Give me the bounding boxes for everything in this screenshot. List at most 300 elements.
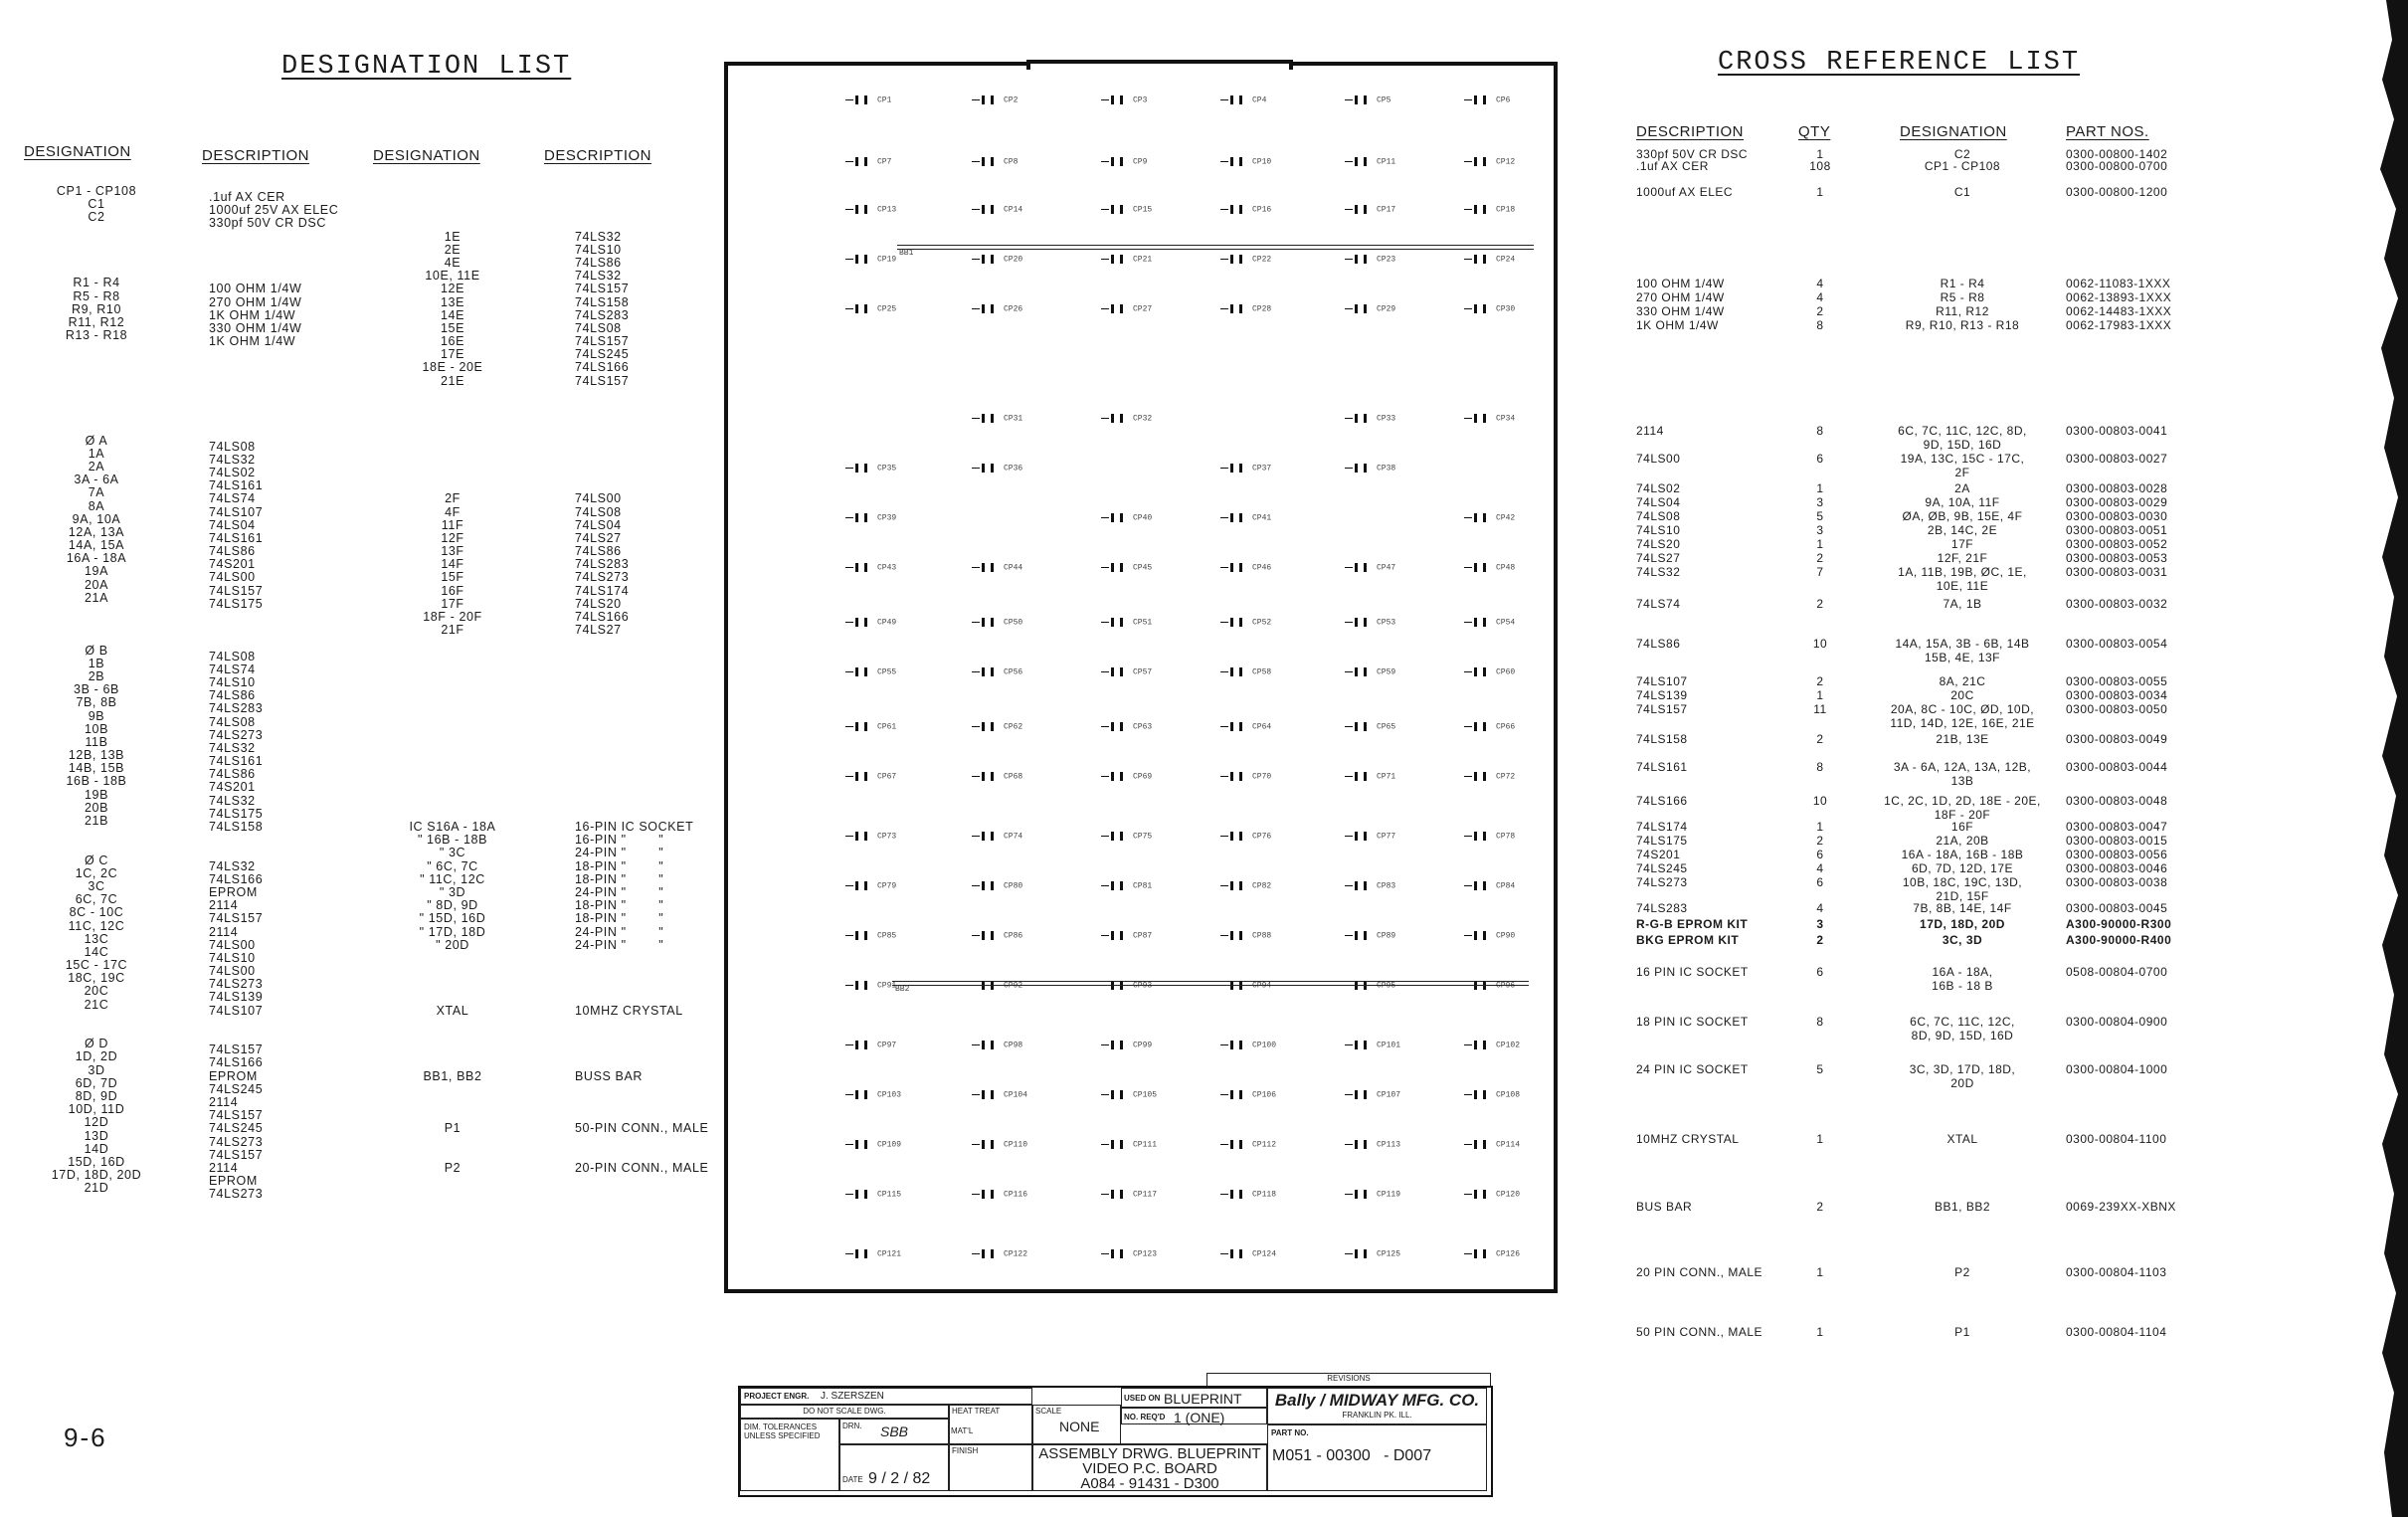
xref-qty: 8 bbox=[1816, 1015, 1824, 1029]
chip-position-mark: CP64 bbox=[1220, 722, 1271, 732]
chip-position-mark: CP114 bbox=[1464, 1140, 1520, 1150]
xref-qty: 2 bbox=[1816, 674, 1824, 688]
chip-position-mark: CP54 bbox=[1464, 618, 1515, 628]
description-entry: 74LS74 bbox=[209, 491, 256, 506]
chip-position-mark: CP125 bbox=[1345, 1249, 1400, 1259]
chip-position-mark: CP73 bbox=[845, 832, 896, 842]
chip-position-mark: CP19 bbox=[845, 255, 896, 265]
description-entry: 74LS157 bbox=[209, 1108, 264, 1123]
designation-entry bbox=[378, 781, 527, 794]
xref-part-no: 0062-13893-1XXX bbox=[2066, 290, 2172, 304]
chip-position-mark: CP93 bbox=[1101, 981, 1152, 991]
chip-position-mark: CP62 bbox=[972, 722, 1022, 732]
designation-entry bbox=[22, 605, 171, 618]
designation-entry bbox=[378, 768, 527, 781]
xref-part-no: 0300-00803-0015 bbox=[2066, 834, 2168, 848]
chip-position-mark: CP3 bbox=[1101, 95, 1147, 105]
description-entry: 74LS04 bbox=[209, 517, 256, 532]
description-entry bbox=[575, 1096, 714, 1109]
designation-entry: R9, R10 bbox=[71, 301, 122, 316]
chip-position-mark: CP122 bbox=[972, 1249, 1027, 1259]
description-entry: 74LS27 bbox=[575, 623, 622, 638]
description-entry: 74LS02 bbox=[209, 465, 256, 479]
xref-qty: 8 bbox=[1816, 760, 1824, 774]
chip-position-mark: CP77 bbox=[1345, 832, 1395, 842]
chip-position-mark: CP78 bbox=[1464, 832, 1515, 842]
description-entry bbox=[209, 348, 378, 361]
xref-designation: 6C, 7C, 11C, 12C, 8D, 9D, 15D, 16D bbox=[1910, 1015, 2015, 1043]
xref-qty: 11 bbox=[1813, 702, 1827, 716]
description-entry bbox=[575, 1149, 714, 1162]
xref-designation: C1 bbox=[1953, 185, 1971, 199]
chip-position-mark: CP69 bbox=[1101, 772, 1152, 782]
chip-position-mark: CP16 bbox=[1220, 205, 1271, 215]
xref-description: 74LS161 bbox=[1636, 760, 1688, 774]
designation-entry: 13F bbox=[441, 544, 464, 559]
designation-entry bbox=[378, 191, 527, 204]
designation-entry: 4E bbox=[444, 255, 462, 270]
designation-entry bbox=[22, 238, 171, 251]
description-entry: 74LS166 bbox=[575, 610, 630, 624]
description-entry: 74LS86 bbox=[209, 544, 256, 559]
designation-entry: 1D, 2D bbox=[75, 1049, 118, 1064]
designation-entry bbox=[378, 664, 527, 676]
designation-entry: 3D bbox=[88, 1062, 105, 1077]
description-entry: 74LS86 bbox=[575, 255, 622, 270]
designation-entry bbox=[22, 395, 171, 408]
description-entry: 2114 bbox=[209, 898, 239, 913]
description-entry bbox=[575, 1031, 714, 1043]
xref-description: 74LS166 bbox=[1636, 794, 1688, 808]
xref-description: 74LS27 bbox=[1636, 551, 1681, 565]
description-entry: 74LS00 bbox=[575, 491, 622, 506]
used-on-label: USED ON bbox=[1124, 1394, 1161, 1403]
board-notch bbox=[1026, 60, 1293, 70]
designation-entry: 19B bbox=[84, 787, 109, 802]
xref-designation: 10B, 18C, 19C, 13D, 21D, 15F bbox=[1902, 875, 2023, 903]
chip-position-mark: CP48 bbox=[1464, 563, 1515, 573]
xref-description: 74LS157 bbox=[1636, 702, 1688, 716]
xref-designation: 12F, 21F bbox=[1937, 551, 1988, 565]
description-entry: 74LS32 bbox=[209, 740, 256, 755]
project-engr-label: PROJECT ENGR. bbox=[744, 1392, 810, 1401]
description-entry bbox=[575, 191, 714, 204]
chip-position-mark: CP126 bbox=[1464, 1249, 1520, 1259]
xref-designation: 3A - 6A, 12A, 13A, 12B, 13B bbox=[1893, 760, 2032, 788]
chip-position-mark: CP85 bbox=[845, 931, 896, 941]
drawing-title-2: VIDEO P.C. BOARD bbox=[1082, 1460, 1217, 1477]
description-entry: 74LS107 bbox=[209, 504, 264, 519]
description-column-1 bbox=[209, 191, 378, 1201]
chip-position-mark: CP22 bbox=[1220, 255, 1271, 265]
chip-position-mark: CP36 bbox=[972, 464, 1022, 474]
chip-position-mark: CP117 bbox=[1101, 1190, 1157, 1200]
designation-entry: 2B bbox=[88, 668, 105, 683]
xref-designation: XTAL bbox=[1946, 1132, 1978, 1146]
xref-designation: 9A, 10A, 11F bbox=[1925, 495, 2000, 509]
xref-qty: 6 bbox=[1816, 965, 1824, 979]
description-entry bbox=[209, 414, 378, 427]
description-entry: 74LS04 bbox=[575, 517, 622, 532]
xref-designation: 16F bbox=[1950, 820, 1974, 834]
xref-part-no: 0062-11083-1XXX bbox=[2066, 277, 2171, 290]
designation-entry: 18C, 19C bbox=[68, 971, 125, 986]
description-entry bbox=[575, 467, 714, 479]
chip-position-mark: CP68 bbox=[972, 772, 1022, 782]
description-entry bbox=[209, 375, 378, 388]
description-entry: 74LS273 bbox=[209, 727, 264, 742]
chip-position-mark: CP80 bbox=[972, 881, 1022, 891]
designation-entry: 8C - 10C bbox=[69, 905, 124, 920]
xref-part-no: 0300-00804-1000 bbox=[2066, 1062, 2168, 1076]
description-entry: EPROM bbox=[209, 1068, 258, 1083]
description-entry: EPROM bbox=[209, 1174, 258, 1189]
xref-qty: 4 bbox=[1816, 290, 1824, 304]
xref-designation: 17D, 18D, 20D bbox=[1920, 917, 2005, 931]
designation-entry bbox=[378, 441, 527, 454]
xref-description: 330 OHM 1/4W bbox=[1636, 304, 1725, 318]
description-entry bbox=[575, 217, 714, 230]
chip-position-mark: CP123 bbox=[1101, 1249, 1157, 1259]
xref-description: BKG EPROM KIT bbox=[1636, 933, 1740, 947]
designation-entry bbox=[378, 755, 527, 768]
designation-entry: " 3C bbox=[439, 846, 466, 860]
chip-position-mark: CP58 bbox=[1220, 667, 1271, 677]
description-entry bbox=[209, 388, 378, 401]
xref-qty: 3 bbox=[1816, 523, 1824, 537]
designation-entry bbox=[378, 729, 527, 742]
xref-description: 100 OHM 1/4W bbox=[1636, 277, 1725, 290]
designation-entry: 12E bbox=[440, 282, 465, 296]
description-entry bbox=[209, 231, 378, 244]
description-entry bbox=[575, 952, 714, 965]
description-entry bbox=[575, 637, 714, 650]
designation-entry: 2A bbox=[88, 459, 105, 474]
designation-entry: 2F bbox=[445, 491, 461, 506]
xref-designation: ØA, ØB, 9B, 15E, 4F bbox=[1902, 509, 2023, 523]
xref-designation: CP1 - CP108 bbox=[1924, 159, 2001, 173]
designation-entry: IC S16A - 18A bbox=[409, 820, 496, 834]
chip-position-mark: CP57 bbox=[1101, 667, 1152, 677]
chip-position-mark: CP11 bbox=[1345, 157, 1395, 167]
description-entry bbox=[209, 401, 378, 414]
xref-qty: 6 bbox=[1816, 452, 1824, 466]
designation-entry: 3B - 6B bbox=[74, 682, 119, 697]
description-entry: 74LS157 bbox=[575, 373, 630, 388]
designation-entry: 12F bbox=[441, 530, 464, 545]
description-entry: 2114 bbox=[209, 1160, 239, 1175]
designation-entry: 1C, 2C bbox=[75, 865, 118, 880]
description-entry bbox=[575, 1083, 714, 1096]
chip-position-mark: CP42 bbox=[1464, 513, 1515, 523]
xref-description: 74LS00 bbox=[1636, 452, 1681, 466]
chip-position-mark: CP5 bbox=[1345, 95, 1390, 105]
chip-position-mark: CP25 bbox=[845, 304, 896, 314]
description-entry: 74LS273 bbox=[209, 1187, 264, 1202]
chip-position-mark: CP38 bbox=[1345, 464, 1395, 474]
chip-position-mark: CP45 bbox=[1101, 563, 1152, 573]
xref-header-part-nos: PART NOS. bbox=[2066, 123, 2149, 140]
description-entry: 74LS86 bbox=[209, 688, 256, 703]
description-entry: 74LS74 bbox=[209, 662, 256, 676]
description-entry: 74LS32 bbox=[575, 229, 622, 244]
designation-entry bbox=[22, 355, 171, 368]
designation-entry bbox=[378, 1136, 527, 1149]
xref-part-no: 0300-00803-0050 bbox=[2066, 702, 2168, 716]
xref-designation: R5 - R8 bbox=[1940, 290, 1985, 304]
xref-designation: R9, R10, R13 - R18 bbox=[1905, 318, 2020, 332]
description-entry: 24-PIN " " bbox=[575, 846, 664, 860]
description-entry bbox=[209, 611, 378, 624]
xref-designation: 3C, 3D bbox=[1942, 933, 1983, 947]
bus-bar-label: BB1 bbox=[899, 249, 914, 258]
description-entry: 74LS157 bbox=[209, 583, 264, 598]
description-entry bbox=[575, 204, 714, 217]
xref-description: 74LS245 bbox=[1636, 861, 1688, 875]
designation-entry bbox=[378, 991, 527, 1004]
description-entry: 74S201 bbox=[209, 557, 256, 572]
xref-designation: P1 bbox=[1954, 1325, 1970, 1339]
xref-part-no: 0062-17983-1XXX bbox=[2066, 318, 2172, 332]
designation-entry: 20A bbox=[84, 577, 109, 592]
description-entry: 74LS86 bbox=[209, 767, 256, 782]
designation-entry: R1 - R4 bbox=[73, 276, 120, 290]
xref-description: 20 PIN CONN., MALE bbox=[1636, 1265, 1763, 1279]
designation-entry: 14F bbox=[441, 557, 464, 572]
chip-position-mark: CP29 bbox=[1345, 304, 1395, 314]
page-number: 9-6 bbox=[64, 1422, 107, 1452]
xref-qty: 10 bbox=[1812, 637, 1828, 651]
description-entry: 18-PIN " " bbox=[575, 898, 664, 913]
designation-entry: 11F bbox=[441, 517, 464, 532]
description-entry: 16-PIN IC SOCKET bbox=[575, 820, 694, 834]
description-entry bbox=[575, 676, 714, 689]
xref-designation: 8A, 21C bbox=[1939, 674, 1986, 688]
xref-part-no: 0300-00803-0055 bbox=[2066, 674, 2168, 688]
designation-entry: R5 - R8 bbox=[73, 288, 120, 303]
chip-position-mark: CP108 bbox=[1464, 1090, 1520, 1100]
xref-description: BUS BAR bbox=[1636, 1200, 1693, 1214]
designation-entry bbox=[22, 251, 171, 264]
company-city: FRANKLIN PK. ILL. bbox=[1342, 1411, 1412, 1420]
designation-entry: 15E bbox=[440, 320, 465, 335]
xref-qty: 1 bbox=[1816, 1325, 1824, 1339]
xref-header-qty: QTY bbox=[1798, 123, 1831, 140]
xref-part-no: 0508-00804-0700 bbox=[2066, 965, 2168, 979]
designation-entry: 14B, 15B bbox=[68, 761, 125, 776]
xref-part-no: 0300-00803-0047 bbox=[2066, 820, 2168, 834]
description-entry: 74S201 bbox=[209, 780, 256, 795]
description-entry: 16-PIN " " bbox=[575, 833, 664, 848]
chip-position-mark: CP87 bbox=[1101, 931, 1152, 941]
title-block bbox=[738, 1386, 1493, 1497]
chip-position-mark: CP15 bbox=[1101, 205, 1152, 215]
designation-entry bbox=[378, 427, 527, 440]
description-entry bbox=[575, 1018, 714, 1031]
designation-entry: 11C, 12C bbox=[68, 918, 125, 933]
designation-entry: " 15D, 16D bbox=[419, 911, 486, 926]
description-entry: 74LS283 bbox=[209, 701, 264, 716]
chip-position-mark: CP12 bbox=[1464, 157, 1515, 167]
designation-entry: 21F bbox=[441, 623, 464, 638]
chip-position-mark: CP27 bbox=[1101, 304, 1152, 314]
description-entry: .1uf AX CER bbox=[209, 190, 285, 204]
designation-entry: 14A, 15A bbox=[68, 538, 125, 553]
xref-part-no: 0300-00804-0900 bbox=[2066, 1015, 2168, 1029]
designation-entry: 11B bbox=[85, 734, 108, 749]
xref-part-no: 0300-00803-0056 bbox=[2066, 848, 2168, 861]
description-entry: 24-PIN " " bbox=[575, 924, 664, 939]
description-entry bbox=[209, 257, 378, 270]
used-on: BLUEPRINT bbox=[1164, 1391, 1242, 1407]
designation-entry bbox=[378, 1083, 527, 1096]
chip-position-mark: CP8 bbox=[972, 157, 1018, 167]
chip-position-mark: CP120 bbox=[1464, 1190, 1520, 1200]
designation-entry: P1 bbox=[444, 1121, 462, 1136]
xref-designation: 1C, 2C, 1D, 2D, 18E - 20E, 18F - 20F bbox=[1884, 794, 2041, 822]
designation-entry: 21B bbox=[84, 814, 109, 828]
designation-column-1 bbox=[22, 185, 171, 1195]
xref-qty: 2 bbox=[1816, 1200, 1824, 1214]
xref-designation: P2 bbox=[1954, 1265, 1970, 1279]
xref-qty: 5 bbox=[1816, 509, 1824, 523]
designation-entry bbox=[378, 1031, 527, 1043]
chip-position-mark: CP71 bbox=[1345, 772, 1395, 782]
designation-entry: 19A bbox=[84, 564, 109, 579]
chip-position-mark: CP112 bbox=[1220, 1140, 1276, 1150]
designation-entry: 6D, 7D bbox=[75, 1075, 118, 1090]
designation-entry bbox=[378, 952, 527, 965]
xref-part-no: 0300-00803-0044 bbox=[2066, 760, 2168, 774]
xref-part-no: 0300-00803-0031 bbox=[2066, 565, 2168, 579]
chip-position-mark: CP59 bbox=[1345, 667, 1395, 677]
chip-position-mark: CP53 bbox=[1345, 618, 1395, 628]
chip-position-mark: CP74 bbox=[972, 832, 1022, 842]
xref-description: 10MHZ CRYSTAL bbox=[1636, 1132, 1740, 1146]
xref-qty: 4 bbox=[1816, 277, 1824, 290]
description-entry: 74LS273 bbox=[209, 1134, 264, 1149]
chip-position-mark: CP21 bbox=[1101, 255, 1152, 265]
description-entry: 74LS32 bbox=[209, 858, 256, 873]
designation-entry bbox=[378, 965, 527, 978]
description-entry: 74LS283 bbox=[575, 307, 630, 322]
xref-designation: 16A - 18A, 16B - 18B bbox=[1901, 848, 2024, 861]
chip-position-mark: CP86 bbox=[972, 931, 1022, 941]
description-entry: 74LS157 bbox=[575, 282, 630, 296]
chip-position-mark: CP13 bbox=[845, 205, 896, 215]
xref-designation: 6C, 7C, 11C, 12C, 8D, 9D, 15D, 16D bbox=[1898, 424, 2027, 452]
description-entry: 74LS175 bbox=[209, 596, 264, 611]
chip-position-mark: CP4 bbox=[1220, 95, 1266, 105]
description-entry bbox=[575, 702, 714, 715]
designation-entry bbox=[378, 1096, 527, 1109]
scale-value: NONE bbox=[1059, 1419, 1100, 1434]
chip-position-mark: CP81 bbox=[1101, 881, 1152, 891]
description-entry: 74LS10 bbox=[209, 674, 256, 689]
description-entry: 10MHZ CRYSTAL bbox=[575, 1003, 683, 1018]
designation-entry: 17E bbox=[440, 347, 465, 362]
xref-qty: 4 bbox=[1816, 901, 1824, 915]
xref-qty: 1 bbox=[1816, 1265, 1824, 1279]
chip-position-mark: CP79 bbox=[845, 881, 896, 891]
description-entry: 18-PIN " " bbox=[575, 858, 664, 873]
chip-position-mark: CP6 bbox=[1464, 95, 1510, 105]
designation-entry bbox=[22, 828, 171, 841]
description-entry bbox=[575, 1056, 714, 1069]
description-entry: 74LS245 bbox=[209, 1081, 264, 1096]
designation-entry: C2 bbox=[88, 210, 105, 225]
do-not-scale: DO NOT SCALE DWG. bbox=[803, 1407, 886, 1416]
chip-position-mark: CP56 bbox=[972, 667, 1022, 677]
designation-entry bbox=[378, 1056, 527, 1069]
xref-description: 1000uf AX ELEC bbox=[1636, 185, 1734, 199]
description-entry bbox=[209, 244, 378, 257]
xref-qty: 1 bbox=[1816, 688, 1824, 702]
description-entry: 74LS174 bbox=[575, 583, 630, 598]
designation-entry: " 20D bbox=[436, 937, 469, 952]
chip-position-mark: CP107 bbox=[1345, 1090, 1400, 1100]
chip-position-mark: CP50 bbox=[972, 618, 1022, 628]
designation-entry bbox=[378, 467, 527, 479]
chip-position-mark: CP43 bbox=[845, 563, 896, 573]
xref-qty: 4 bbox=[1816, 861, 1824, 875]
designation-entry: 14C bbox=[84, 944, 109, 959]
chip-position-mark: CP39 bbox=[845, 513, 896, 523]
description-entry: 74LS86 bbox=[575, 544, 622, 559]
xref-part-no: 0300-00803-0045 bbox=[2066, 901, 2168, 915]
chip-position-mark: CP106 bbox=[1220, 1090, 1276, 1100]
designation-entry: 8A bbox=[88, 498, 105, 513]
col-header-designation-2: DESIGNATION bbox=[373, 147, 480, 164]
xref-description: 74S201 bbox=[1636, 848, 1681, 861]
description-entry: 74LS245 bbox=[209, 1121, 264, 1136]
designation-entry: 13E bbox=[440, 294, 465, 309]
torn-edge bbox=[2372, 0, 2408, 1517]
description-entry: 24-PIN " " bbox=[575, 937, 664, 952]
designation-entry: 8D, 9D bbox=[75, 1088, 118, 1103]
description-entry bbox=[575, 729, 714, 742]
description-entry bbox=[209, 637, 378, 650]
designation-entry: 21D bbox=[84, 1181, 109, 1196]
description-entry bbox=[575, 795, 714, 808]
description-entry: 74LS166 bbox=[575, 360, 630, 375]
description-entry: 74LS157 bbox=[209, 1147, 264, 1162]
chip-position-mark: CP35 bbox=[845, 464, 896, 474]
chip-position-mark: CP75 bbox=[1101, 832, 1152, 842]
description-entry: 74LS20 bbox=[575, 596, 622, 611]
designation-entry: P2 bbox=[444, 1160, 462, 1175]
description-entry: 1K OHM 1/4W bbox=[209, 334, 296, 349]
xref-designation: 14A, 15A, 3B - 6B, 14B 15B, 4E, 13F bbox=[1895, 637, 2030, 664]
xref-designation: 19A, 13C, 15C - 17C, 2F bbox=[1900, 452, 2025, 479]
designation-entry: 10D, 11D bbox=[68, 1102, 125, 1117]
chip-position-mark: CP20 bbox=[972, 255, 1022, 265]
xref-description: 74LS107 bbox=[1636, 674, 1688, 688]
xref-part-no: 0300-00803-0054 bbox=[2066, 637, 2168, 651]
designation-entry bbox=[22, 841, 171, 853]
xref-designation: 7B, 8B, 14E, 14F bbox=[1913, 901, 2012, 915]
designation-entry bbox=[378, 1018, 527, 1031]
xref-part-no: 0300-00803-0028 bbox=[2066, 481, 2168, 495]
designation-entry bbox=[378, 978, 527, 991]
description-entry bbox=[575, 388, 714, 401]
chip-position-mark: CP95 bbox=[1345, 981, 1395, 991]
xref-designation: C2 bbox=[1953, 147, 1971, 161]
xref-description: 74LS04 bbox=[1636, 495, 1681, 509]
description-entry bbox=[575, 755, 714, 768]
chip-position-mark: CP9 bbox=[1101, 157, 1147, 167]
xref-part-no: 0300-00803-0052 bbox=[2066, 537, 2168, 551]
